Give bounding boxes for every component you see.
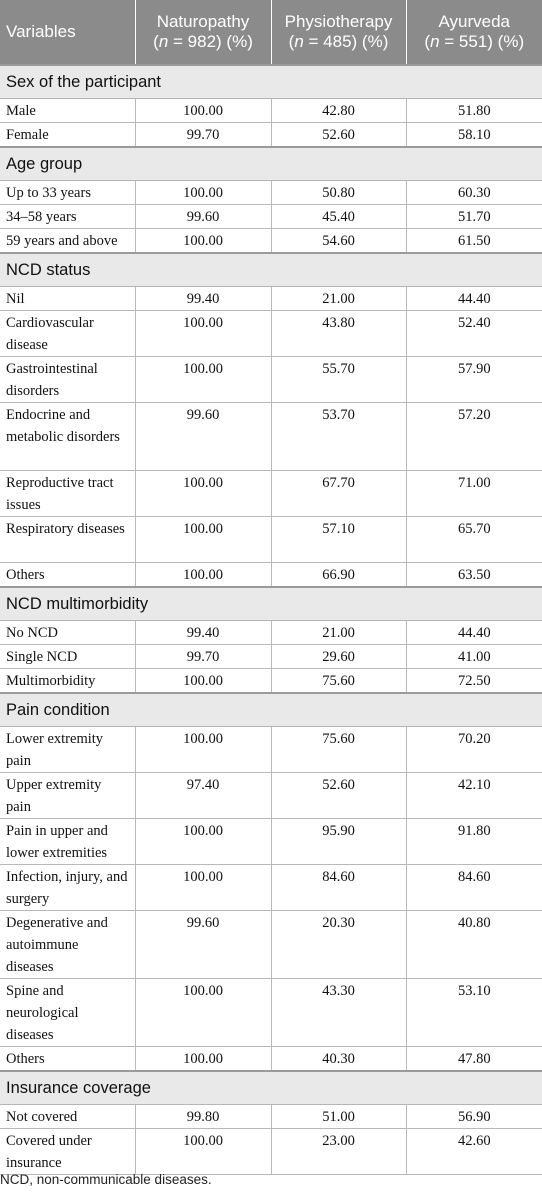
physiotherapy-value: 51.00 (271, 1105, 406, 1129)
row-label: Cardiovascular disease (0, 311, 135, 357)
ayurveda-value: 51.80 (406, 99, 542, 123)
naturopathy-value: 100.00 (135, 1129, 271, 1175)
naturopathy-value: 100.00 (135, 357, 271, 403)
table-row (0, 357, 542, 403)
row-label: Reproductive tract issues (0, 471, 135, 517)
section-title: NCD status (0, 253, 542, 287)
row-label: Gastrointestinal disorders (0, 357, 135, 403)
section-header-row (0, 253, 542, 287)
header-col-name: Naturopathy (156, 12, 250, 31)
table-row (0, 1047, 542, 1072)
ayurveda-value: 91.80 (406, 819, 542, 865)
physiotherapy-value: 42.80 (271, 99, 406, 123)
naturopathy-value: 100.00 (135, 1047, 271, 1072)
naturopathy-value: 100.00 (135, 819, 271, 865)
ayurveda-value: 57.90 (406, 357, 542, 403)
table-row (0, 311, 542, 357)
ayurveda-value: 72.50 (406, 669, 542, 694)
table-row (0, 563, 542, 588)
naturopathy-value: 99.60 (135, 205, 271, 229)
table-footnote: NCD, non-communicable diseases. (0, 1172, 212, 1187)
naturopathy-value: 99.70 (135, 123, 271, 148)
row-label: Respiratory diseases (0, 517, 135, 563)
physiotherapy-value: 75.60 (271, 727, 406, 773)
naturopathy-value: 100.00 (135, 979, 271, 1047)
table-row (0, 1105, 542, 1129)
table-row (0, 911, 542, 979)
row-label: Not covered (0, 1105, 135, 1129)
physiotherapy-value: 50.80 (271, 181, 406, 205)
table-row (0, 979, 542, 1047)
ayurveda-value: 44.40 (406, 621, 542, 645)
row-label: Infection, injury, and surgery (0, 865, 135, 911)
physiotherapy-value: 54.60 (271, 229, 406, 254)
row-label: Endocrine and metabolic disorders (0, 403, 135, 471)
naturopathy-value: 99.70 (135, 645, 271, 669)
naturopathy-value: 97.40 (135, 773, 271, 819)
header-ayurveda (406, 0, 542, 65)
naturopathy-value: 100.00 (135, 229, 271, 254)
table-row (0, 287, 542, 311)
ayurveda-value: 42.10 (406, 773, 542, 819)
table-row (0, 1129, 542, 1175)
physiotherapy-value: 40.30 (271, 1047, 406, 1072)
physiotherapy-value: 21.00 (271, 287, 406, 311)
physiotherapy-value: 67.70 (271, 471, 406, 517)
physiotherapy-value: 52.60 (271, 773, 406, 819)
ayurveda-value: 40.80 (406, 911, 542, 979)
physiotherapy-value: 23.00 (271, 1129, 406, 1175)
header-col-n: (n = 551) (%) (424, 32, 525, 51)
section-header-row (0, 147, 542, 181)
ayurveda-value: 84.60 (406, 865, 542, 911)
row-label: Others (0, 1047, 135, 1072)
naturopathy-value: 99.40 (135, 287, 271, 311)
row-label: Female (0, 123, 135, 148)
row-label: Single NCD (0, 645, 135, 669)
row-label: Male (0, 99, 135, 123)
ayurveda-value: 70.20 (406, 727, 542, 773)
ayurveda-value: 58.10 (406, 123, 542, 148)
table-row (0, 669, 542, 694)
header-col-n: (n = 485) (%) (288, 32, 389, 51)
naturopathy-value: 100.00 (135, 727, 271, 773)
naturopathy-value: 100.00 (135, 99, 271, 123)
naturopathy-value: 99.40 (135, 621, 271, 645)
physiotherapy-value: 53.70 (271, 403, 406, 471)
table-row (0, 865, 542, 911)
physiotherapy-value: 29.60 (271, 645, 406, 669)
header-row (0, 0, 542, 65)
physiotherapy-value: 57.10 (271, 517, 406, 563)
ayurveda-value: 42.60 (406, 1129, 542, 1175)
naturopathy-value: 100.00 (135, 865, 271, 911)
table-row (0, 229, 542, 254)
ayurveda-value: 52.40 (406, 311, 542, 357)
physiotherapy-value: 43.80 (271, 311, 406, 357)
naturopathy-value: 99.60 (135, 911, 271, 979)
header-col-n: (n = 982) (%) (153, 32, 253, 51)
table-row (0, 773, 542, 819)
physiotherapy-value: 43.30 (271, 979, 406, 1047)
section-header-row (0, 1071, 542, 1105)
physiotherapy-value: 95.90 (271, 819, 406, 865)
physiotherapy-value: 52.60 (271, 123, 406, 148)
row-label: Multimorbidity (0, 669, 135, 694)
naturopathy-value: 100.00 (135, 311, 271, 357)
row-label: Pain in upper and lower extremities (0, 819, 135, 865)
header-variables: Variables (0, 0, 135, 65)
section-title: Insurance coverage (0, 1071, 542, 1105)
row-label: No NCD (0, 621, 135, 645)
table-row (0, 727, 542, 773)
ayurveda-value: 60.30 (406, 181, 542, 205)
section-header-row (0, 587, 542, 621)
row-label: Spine and neurological diseases (0, 979, 135, 1047)
ayurveda-value: 51.70 (406, 205, 542, 229)
section-title: Age group (0, 147, 542, 181)
table-row (0, 123, 542, 148)
physiotherapy-value: 21.00 (271, 621, 406, 645)
table-row (0, 99, 542, 123)
table-body (0, 65, 542, 1175)
ayurveda-value: 71.00 (406, 471, 542, 517)
table-row (0, 205, 542, 229)
physiotherapy-value: 84.60 (271, 865, 406, 911)
naturopathy-value: 100.00 (135, 471, 271, 517)
row-label: Lower extremity pain (0, 727, 135, 773)
header-col-name: Physiotherapy (284, 12, 393, 31)
physiotherapy-value: 66.90 (271, 563, 406, 588)
ayurveda-value: 56.90 (406, 1105, 542, 1129)
physiotherapy-value: 55.70 (271, 357, 406, 403)
table-row (0, 181, 542, 205)
table-row (0, 621, 542, 645)
naturopathy-value: 100.00 (135, 517, 271, 563)
ayurveda-value: 63.50 (406, 563, 542, 588)
ayurveda-value: 41.00 (406, 645, 542, 669)
ayurveda-value: 53.10 (406, 979, 542, 1047)
ayurveda-value: 47.80 (406, 1047, 542, 1072)
row-label: Covered under insurance (0, 1129, 135, 1175)
physiotherapy-value: 20.30 (271, 911, 406, 979)
table-row (0, 517, 542, 563)
naturopathy-value: 100.00 (135, 181, 271, 205)
naturopathy-value: 100.00 (135, 563, 271, 588)
ayurveda-value: 65.70 (406, 517, 542, 563)
section-title: NCD multimorbidity (0, 587, 542, 621)
section-header-row (0, 65, 542, 99)
naturopathy-value: 99.60 (135, 403, 271, 471)
section-header-row (0, 693, 542, 727)
ayurveda-value: 57.20 (406, 403, 542, 471)
row-label: Degenerative and autoimmune diseases (0, 911, 135, 979)
table-row (0, 819, 542, 865)
row-label: Up to 33 years (0, 181, 135, 205)
physiotherapy-value: 45.40 (271, 205, 406, 229)
naturopathy-value: 99.80 (135, 1105, 271, 1129)
header-col-name: Ayurveda (438, 12, 510, 31)
header-naturopathy (135, 0, 271, 65)
section-title: Pain condition (0, 693, 542, 727)
naturopathy-value: 100.00 (135, 669, 271, 694)
ayurveda-value: 44.40 (406, 287, 542, 311)
table-row (0, 403, 542, 471)
table-row (0, 471, 542, 517)
row-label: Upper extremity pain (0, 773, 135, 819)
ayurveda-value: 61.50 (406, 229, 542, 254)
row-label: Others (0, 563, 135, 588)
header-physiotherapy (271, 0, 406, 65)
row-label: 34–58 years (0, 205, 135, 229)
row-label: 59 years and above (0, 229, 135, 254)
section-title: Sex of the participant (0, 65, 542, 99)
table-row (0, 645, 542, 669)
row-label: Nil (0, 287, 135, 311)
physiotherapy-value: 75.60 (271, 669, 406, 694)
